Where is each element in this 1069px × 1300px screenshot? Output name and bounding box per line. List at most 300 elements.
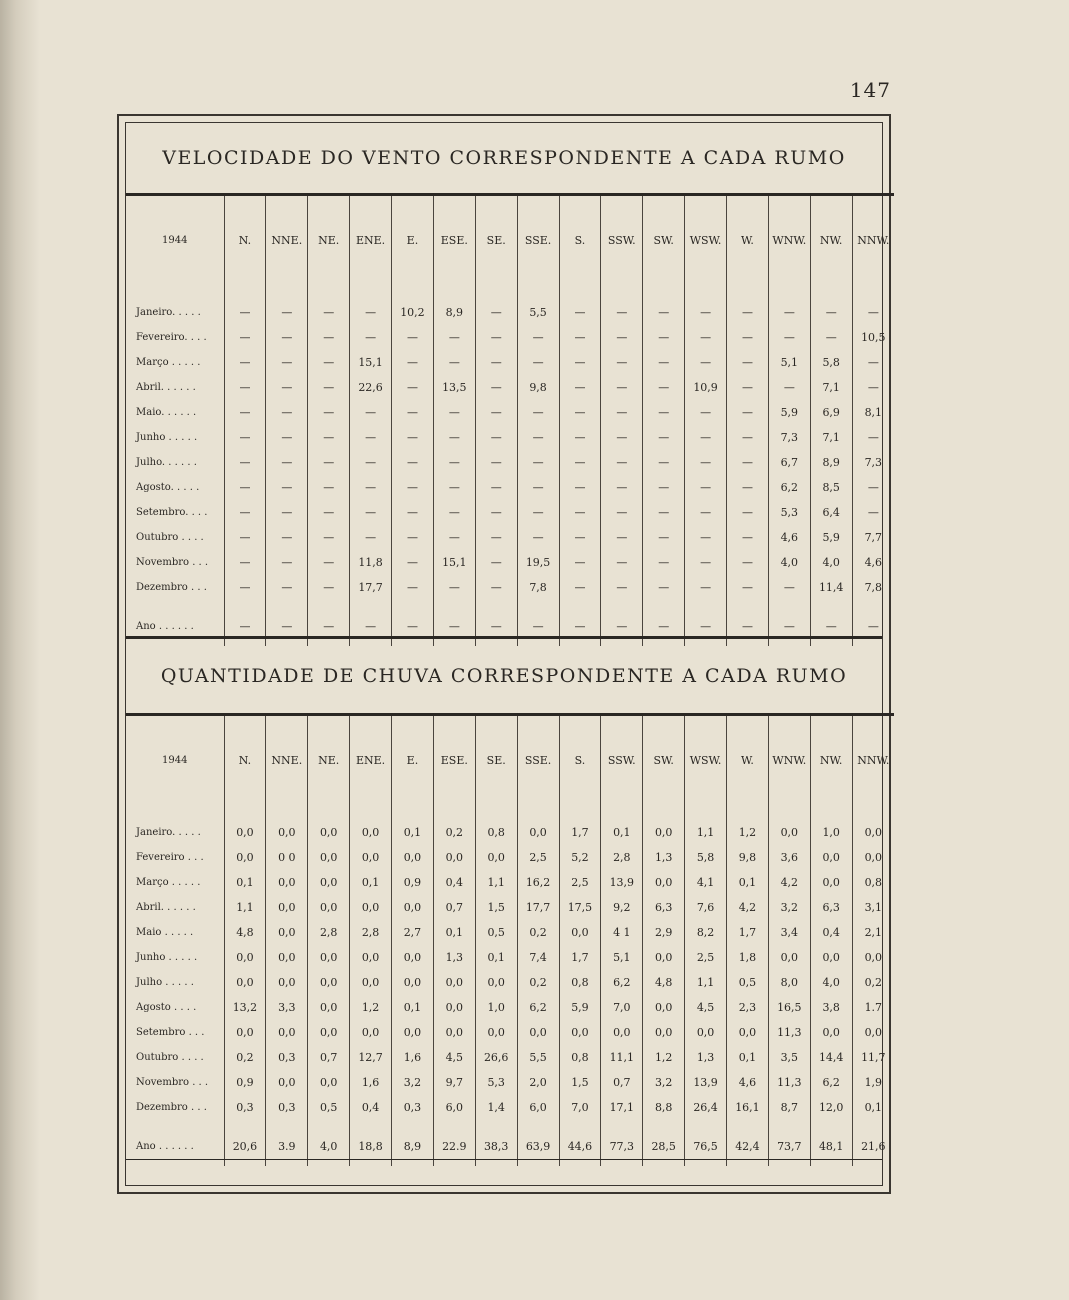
table-cell: 0,0 — [475, 970, 517, 995]
table-cell: — — [601, 350, 643, 375]
table-row — [126, 920, 894, 945]
table-cell: — — [224, 550, 266, 575]
table-cell: — — [308, 525, 350, 550]
table-cell: 5,8 — [810, 350, 852, 375]
table-cell: 0,0 — [266, 804, 308, 845]
table-cell: — — [433, 475, 475, 500]
table-cell: — — [224, 525, 266, 550]
table-cell: 0 0 — [266, 845, 308, 870]
table-cell: — — [308, 425, 350, 450]
table-cell: 6,0 — [517, 1095, 559, 1120]
table-cell: — — [643, 284, 685, 325]
table-cell: — — [852, 425, 894, 450]
table-cell: — — [308, 400, 350, 425]
table-cell: 3.9 — [266, 1120, 308, 1166]
chuva-title: QUANTIDADE DE CHUVA CORRESPONDENTE A CADA RUMO — [160, 665, 848, 687]
table-cell: 0,0 — [601, 1020, 643, 1045]
table-cell: 2,5 — [559, 870, 601, 895]
table-cell: 8,5 — [810, 475, 852, 500]
table-cell: 10,2 — [392, 284, 434, 325]
table-cell: 5,2 — [559, 845, 601, 870]
table-cell: — — [601, 425, 643, 450]
table-cell: — — [643, 600, 685, 646]
table-cell: — — [350, 400, 392, 425]
table-cell: 11,3 — [768, 1070, 810, 1095]
vento-table — [126, 193, 894, 646]
table-cell: 1,9 — [852, 1070, 894, 1095]
table-cell: 0,3 — [266, 1095, 308, 1120]
table-cell: — — [768, 325, 810, 350]
table-cell: — — [224, 500, 266, 525]
table-cell: 16,5 — [768, 995, 810, 1020]
table-cell: 26,6 — [475, 1045, 517, 1070]
table-cell: 0,0 — [392, 945, 434, 970]
table-cell: — — [601, 550, 643, 575]
table-cell: 11,3 — [768, 1020, 810, 1045]
table-cell: — — [308, 475, 350, 500]
table-cell: 22.9 — [433, 1120, 475, 1166]
table-cell: 11,7 — [852, 1045, 894, 1070]
table-cell: — — [601, 375, 643, 400]
table-cell: — — [727, 525, 769, 550]
table-cell: — — [266, 600, 308, 646]
table-cell: — — [852, 500, 894, 525]
table-row — [126, 425, 894, 450]
table-cell: 15,1 — [433, 550, 475, 575]
column-header: N. — [224, 195, 266, 285]
table-cell: 0,0 — [852, 845, 894, 870]
table-cell: — — [643, 550, 685, 575]
table-cell: — — [392, 425, 434, 450]
table-cell: 3,1 — [852, 895, 894, 920]
column-header: E. — [392, 195, 434, 285]
column-header: SE. — [475, 195, 517, 285]
table-row — [126, 995, 894, 1020]
table-cell: 2,0 — [517, 1070, 559, 1095]
table-cell: 0,1 — [727, 870, 769, 895]
table-cell: — — [727, 284, 769, 325]
table-cell: 1,2 — [350, 995, 392, 1020]
table-cell: 0,0 — [643, 804, 685, 845]
table-cell: — — [517, 425, 559, 450]
table-cell: — — [852, 600, 894, 646]
bottom-rule — [126, 1159, 882, 1160]
table-cell: 3,5 — [768, 1045, 810, 1070]
table-cell: 0,7 — [601, 1070, 643, 1095]
table-cell: 0,0 — [392, 895, 434, 920]
table-cell: 48,1 — [810, 1120, 852, 1166]
table-cell: — — [266, 350, 308, 375]
table-cell: — — [266, 284, 308, 325]
table-cell: 4,8 — [224, 920, 266, 945]
table-cell: — — [475, 500, 517, 525]
table-cell: — — [685, 325, 727, 350]
table-cell: — — [433, 575, 475, 600]
table-cell: — — [559, 375, 601, 400]
table-cell: — — [559, 500, 601, 525]
table-row — [126, 550, 894, 575]
table-cell: 0,0 — [475, 845, 517, 870]
table-cell: 0,0 — [810, 1020, 852, 1045]
table-cell: — — [685, 525, 727, 550]
table-cell: — — [559, 425, 601, 450]
table-cell: — — [559, 575, 601, 600]
table-cell: 6,2 — [768, 475, 810, 500]
column-header: SW. — [643, 715, 685, 805]
table-cell: — — [266, 425, 308, 450]
table-cell: 0,1 — [392, 995, 434, 1020]
column-header: ENE. — [350, 195, 392, 285]
table-cell: 21,6 — [852, 1120, 894, 1166]
table-cell: 0,3 — [392, 1095, 434, 1120]
table-cell: 0,1 — [852, 1095, 894, 1120]
table-row — [126, 475, 894, 500]
book-gutter-shadow — [0, 0, 40, 1300]
table-cell: — — [475, 450, 517, 475]
table-cell: 2,8 — [350, 920, 392, 945]
table-cell: 7,6 — [685, 895, 727, 920]
table-cell: 0,1 — [350, 870, 392, 895]
table-cell: — — [224, 375, 266, 400]
table-cell: 0,0 — [224, 970, 266, 995]
table-cell: 5,5 — [517, 284, 559, 325]
table-row — [126, 375, 894, 400]
table-cell: 6,9 — [810, 400, 852, 425]
table-cell: 0,0 — [433, 845, 475, 870]
table-cell: 8,9 — [810, 450, 852, 475]
row-label: Abril. . . . . . — [136, 382, 196, 393]
table-cell: 0,5 — [475, 920, 517, 945]
table-cell: 0,0 — [308, 945, 350, 970]
table-cell: — — [224, 600, 266, 646]
column-header: ESE. — [433, 715, 475, 805]
table-cell: — — [601, 450, 643, 475]
table-cell: 0,0 — [559, 920, 601, 945]
table-cell: 0,1 — [392, 804, 434, 845]
table-cell: — — [517, 350, 559, 375]
table-cell: 0,0 — [433, 995, 475, 1020]
table-cell: 1,0 — [475, 995, 517, 1020]
table-cell: — — [308, 325, 350, 350]
table-cell: — — [475, 475, 517, 500]
table-cell: — — [768, 375, 810, 400]
table-cell: — — [685, 425, 727, 450]
table-cell: 0,0 — [350, 970, 392, 995]
table-cell: 9,2 — [601, 895, 643, 920]
table-cell: 4,8 — [643, 970, 685, 995]
row-label: Junho . . . . . — [136, 432, 198, 443]
chuva-table — [126, 713, 894, 1166]
table-cell: 8,0 — [768, 970, 810, 995]
table-cell: — — [475, 325, 517, 350]
table-cell: — — [685, 450, 727, 475]
row-label: Outubro . . . . — [136, 1052, 204, 1063]
table-cell: — — [350, 284, 392, 325]
table-cell: 0,0 — [266, 870, 308, 895]
table-cell: 7,0 — [601, 995, 643, 1020]
table-cell: 0,0 — [475, 1020, 517, 1045]
table-row — [126, 845, 894, 870]
table-row — [126, 400, 894, 425]
table-cell: 0,0 — [350, 804, 392, 845]
table-cell: 0,0 — [643, 870, 685, 895]
table-cell: 44,6 — [559, 1120, 601, 1166]
table-cell: 5,3 — [475, 1070, 517, 1095]
table-row — [126, 350, 894, 375]
table-cell: — — [685, 550, 727, 575]
table-cell: — — [559, 400, 601, 425]
table-cell: 1,7 — [559, 804, 601, 845]
table-cell: — — [643, 475, 685, 500]
table-cell: 13,5 — [433, 375, 475, 400]
table-cell: — — [559, 600, 601, 646]
table-cell: 1,1 — [685, 804, 727, 845]
table-cell: 5,9 — [768, 400, 810, 425]
table-row — [126, 945, 894, 970]
table-row — [126, 1070, 894, 1095]
table-cell: 5,9 — [559, 995, 601, 1020]
table-cell: 2,3 — [727, 995, 769, 1020]
table-cell: 18,8 — [350, 1120, 392, 1166]
table-cell: — — [601, 475, 643, 500]
table-cell: — — [601, 500, 643, 525]
table-cell: 6,3 — [810, 895, 852, 920]
table-cell: — — [559, 475, 601, 500]
table-row — [126, 525, 894, 550]
table-cell: — — [475, 525, 517, 550]
table-cell: 0,4 — [433, 870, 475, 895]
table-cell: 0,0 — [852, 804, 894, 845]
table-cell: — — [643, 450, 685, 475]
table-inner-frame — [125, 122, 890, 1186]
table-cell: 0,9 — [224, 1070, 266, 1095]
table-cell: — — [475, 284, 517, 325]
table-cell: 17,7 — [517, 895, 559, 920]
table-cell: — — [852, 350, 894, 375]
table-cell: — — [727, 325, 769, 350]
table-cell: — — [685, 284, 727, 325]
table-cell: 4,2 — [768, 870, 810, 895]
table-row — [126, 325, 894, 350]
table-cell: 11,8 — [350, 550, 392, 575]
table-cell: — — [852, 284, 894, 325]
table-cell: — — [601, 525, 643, 550]
chuva-header-row — [126, 715, 894, 805]
table-cell: 0,0 — [685, 1020, 727, 1045]
table-cell: 0,0 — [308, 804, 350, 845]
table-cell: — — [810, 325, 852, 350]
table-cell: 1,1 — [224, 895, 266, 920]
table-cell: 0,8 — [852, 870, 894, 895]
table-cell: — — [433, 350, 475, 375]
table-cell: 2,9 — [643, 920, 685, 945]
table-cell: 0,0 — [559, 1020, 601, 1045]
table-cell: 5,1 — [768, 350, 810, 375]
table-cell: 0,4 — [810, 920, 852, 945]
table-cell: — — [350, 600, 392, 646]
table-cell: 42,4 — [727, 1120, 769, 1166]
table-cell: 0,0 — [224, 945, 266, 970]
table-cell: 0,1 — [224, 870, 266, 895]
row-label: Dezembro . . . — [136, 582, 207, 593]
table-cell: 10,5 — [852, 325, 894, 350]
table-cell: — — [350, 425, 392, 450]
table-cell: 0,1 — [433, 920, 475, 945]
column-header: ENE. — [350, 715, 392, 805]
total-row — [126, 600, 894, 646]
table-cell: 0,2 — [517, 970, 559, 995]
table-row — [126, 895, 894, 920]
row-label: Maio. . . . . . — [136, 407, 197, 418]
table-cell: 1,7 — [727, 920, 769, 945]
table-cell: 7,0 — [559, 1095, 601, 1120]
table-cell: 63,9 — [517, 1120, 559, 1166]
column-header: SSE. — [517, 195, 559, 285]
table-cell: 8,7 — [768, 1095, 810, 1120]
column-header: NNE. — [266, 715, 308, 805]
table-cell: 0,2 — [517, 920, 559, 945]
year-header: 1944 — [126, 195, 224, 285]
table-cell: 6,3 — [643, 895, 685, 920]
table-cell: 0,8 — [559, 1045, 601, 1070]
table-cell: — — [643, 500, 685, 525]
table-cell: 0,0 — [810, 945, 852, 970]
table-cell: 0,0 — [308, 845, 350, 870]
table-cell: 8,1 — [852, 400, 894, 425]
table-cell: — — [685, 400, 727, 425]
table-cell: — — [475, 350, 517, 375]
table-cell: 0,0 — [224, 804, 266, 845]
table-cell: — — [643, 375, 685, 400]
column-header: WSW. — [685, 195, 727, 285]
table-cell: — — [350, 450, 392, 475]
table-cell: 9,8 — [727, 845, 769, 870]
table-cell: 8,9 — [392, 1120, 434, 1166]
table-cell: — — [392, 600, 434, 646]
table-cell: — — [727, 375, 769, 400]
table-cell: — — [224, 325, 266, 350]
table-cell: — — [392, 575, 434, 600]
column-header: NW. — [810, 195, 852, 285]
column-header: NNW. — [852, 715, 894, 805]
table-cell: 17,7 — [350, 575, 392, 600]
table-cell: 17,1 — [601, 1095, 643, 1120]
table-cell: 0,0 — [224, 1020, 266, 1045]
table-cell: 4,1 — [685, 870, 727, 895]
table-cell: 0,0 — [224, 845, 266, 870]
table-cell: — — [685, 500, 727, 525]
table-cell: 77,3 — [601, 1120, 643, 1166]
table-cell: 0,0 — [308, 870, 350, 895]
column-header: E. — [392, 715, 434, 805]
table-cell: — — [559, 325, 601, 350]
table-frame — [117, 114, 891, 1194]
table-cell: 4,0 — [810, 970, 852, 995]
table-cell: — — [308, 450, 350, 475]
table-cell: — — [308, 600, 350, 646]
table-cell: — — [517, 325, 559, 350]
table-cell: — — [475, 600, 517, 646]
table-cell: 0,3 — [224, 1095, 266, 1120]
table-cell: 7,4 — [517, 945, 559, 970]
table-row — [126, 575, 894, 600]
table-cell: 3,2 — [392, 1070, 434, 1095]
table-cell: 7,1 — [810, 425, 852, 450]
table-cell: — — [517, 600, 559, 646]
row-label: Novembro . . . — [136, 1077, 209, 1088]
table-cell: 0,0 — [308, 1070, 350, 1095]
table-cell: 0,0 — [643, 1020, 685, 1045]
vento-header-row — [126, 195, 894, 285]
table-cell: 16,2 — [517, 870, 559, 895]
table-cell: — — [559, 350, 601, 375]
table-cell: — — [350, 525, 392, 550]
column-header: ESE. — [433, 195, 475, 285]
table-cell: 5,1 — [601, 945, 643, 970]
table-cell: 6,4 — [810, 500, 852, 525]
page-number: 147 — [849, 78, 891, 102]
table-cell: — — [392, 550, 434, 575]
row-label: Fevereiro . . . — [136, 852, 204, 863]
table-cell: — — [392, 450, 434, 475]
table-cell: 7,8 — [517, 575, 559, 600]
table-cell: 0,1 — [601, 804, 643, 845]
table-cell: 0,0 — [768, 945, 810, 970]
year-header: 1944 — [126, 715, 224, 805]
table-cell: 4,6 — [727, 1070, 769, 1095]
table-cell: 5,3 — [768, 500, 810, 525]
table-cell: — — [601, 400, 643, 425]
table-cell: — — [643, 350, 685, 375]
table-cell: — — [601, 284, 643, 325]
table-cell: — — [852, 475, 894, 500]
table-cell: 1,3 — [643, 845, 685, 870]
table-cell: 0,1 — [475, 945, 517, 970]
table-cell: 0,2 — [852, 970, 894, 995]
table-cell: — — [308, 375, 350, 400]
table-cell: 14,4 — [810, 1045, 852, 1070]
vento-title: VELOCIDADE DO VENTO CORRESPONDENTE A CADA RUMO — [162, 147, 846, 169]
column-header: WNW. — [768, 195, 810, 285]
table-cell: 9,7 — [433, 1070, 475, 1095]
table-cell: 19,5 — [517, 550, 559, 575]
table-cell: — — [727, 575, 769, 600]
table-cell: 1,2 — [727, 804, 769, 845]
table-cell: — — [392, 475, 434, 500]
table-cell: — — [266, 575, 308, 600]
table-cell: 2,1 — [852, 920, 894, 945]
table-cell: 0,0 — [392, 970, 434, 995]
table-cell: — — [643, 325, 685, 350]
table-cell: 4,6 — [768, 525, 810, 550]
table-cell: — — [601, 325, 643, 350]
table-cell: — — [308, 284, 350, 325]
table-cell: 28,5 — [643, 1120, 685, 1166]
table-cell: — — [727, 350, 769, 375]
table-cell: 0,5 — [727, 970, 769, 995]
table-cell: 0,8 — [475, 804, 517, 845]
table-cell: 1,6 — [392, 1045, 434, 1070]
table-cell: 6,2 — [810, 1070, 852, 1095]
table-cell: 0,0 — [266, 895, 308, 920]
table-cell: 15,1 — [350, 350, 392, 375]
table-cell: 6,2 — [517, 995, 559, 1020]
table-cell: — — [308, 550, 350, 575]
table-cell: — — [559, 550, 601, 575]
table-cell: 8,2 — [685, 920, 727, 945]
table-cell: 73,7 — [768, 1120, 810, 1166]
table-cell: 1,3 — [433, 945, 475, 970]
